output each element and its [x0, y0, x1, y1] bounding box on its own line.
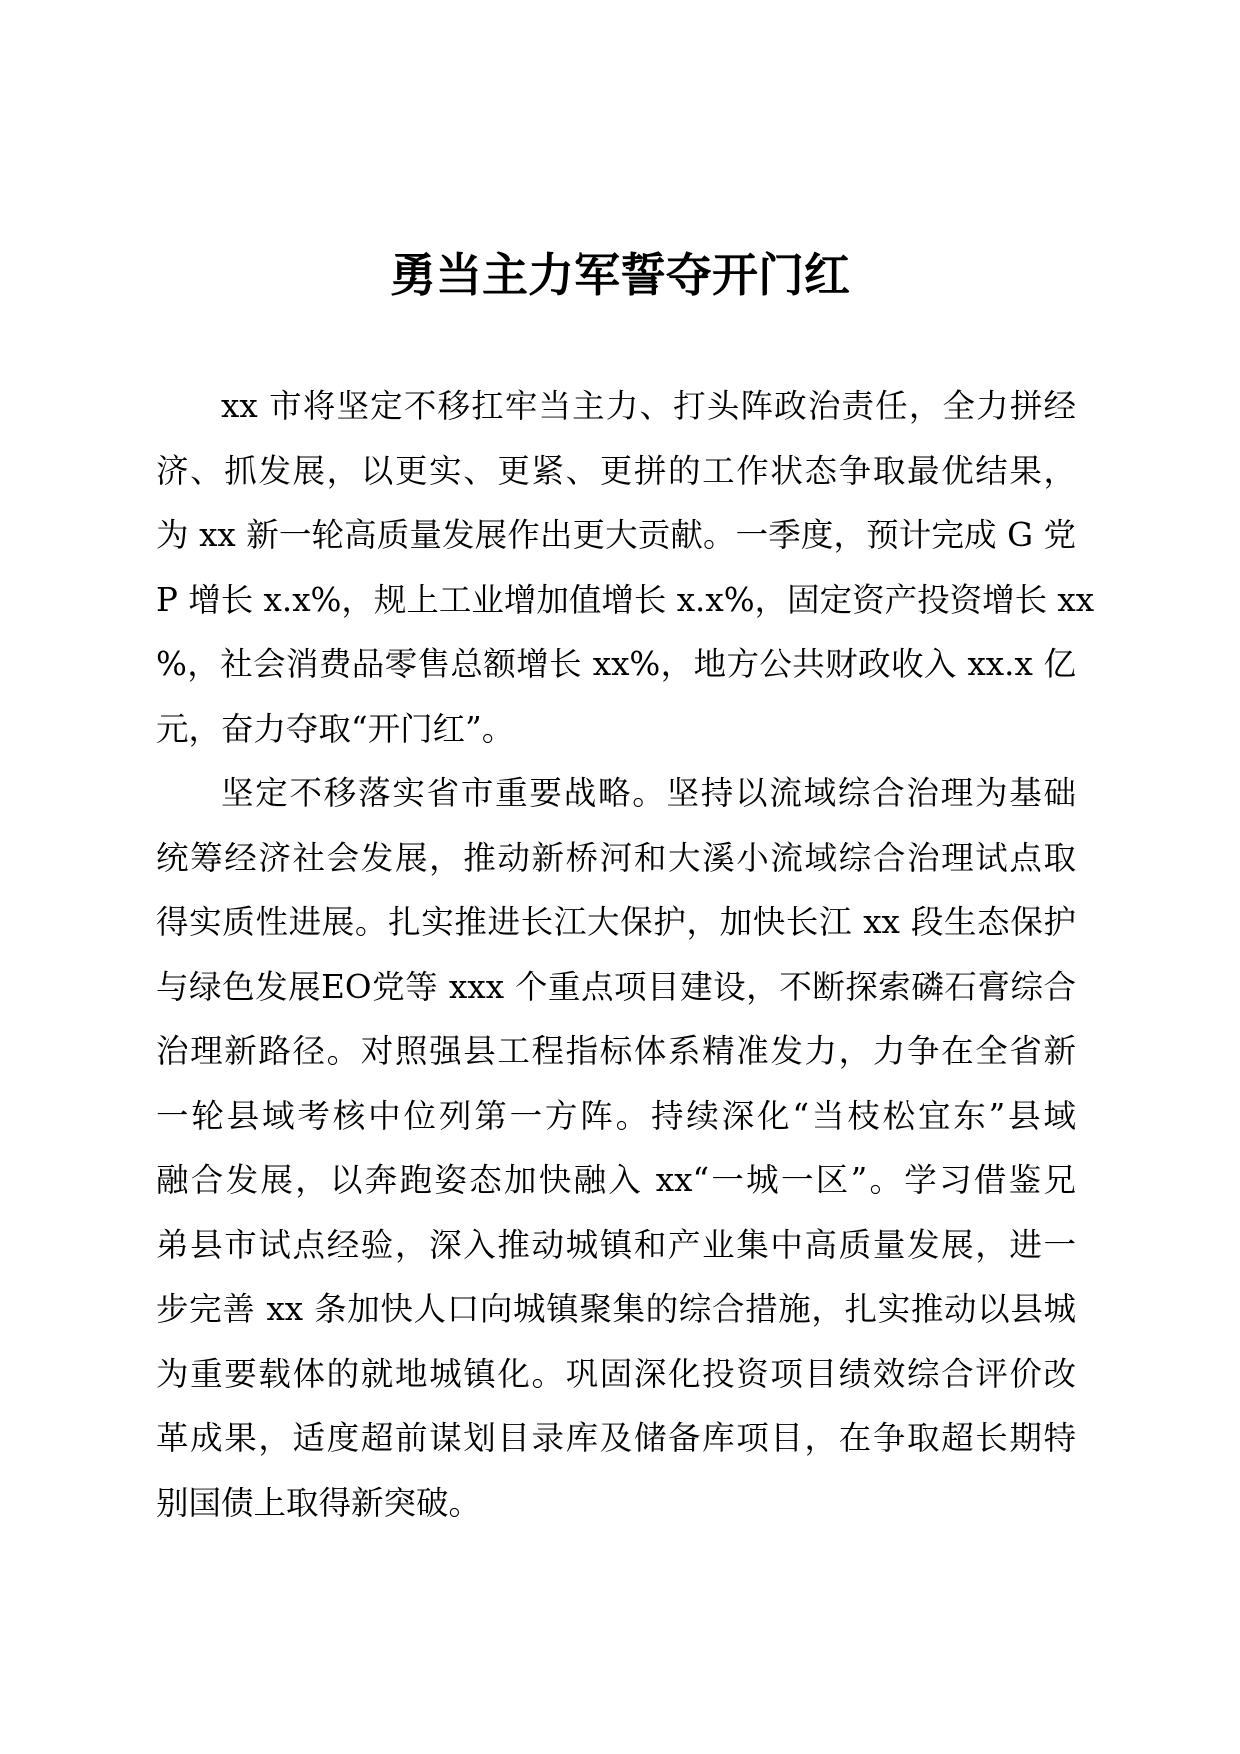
document-title: 勇当主力军誓夺开门红	[390, 248, 850, 302]
paragraph-line: 坚定不移落实省市重要战略。坚持以流域综合治理为基础	[221, 774, 1076, 812]
paragraph-line: 得实质性进展。扎实推进长江大保护，加快长江 xx 段生态保护	[156, 903, 1076, 941]
paragraph-line: 元，奋力夺取“开门红”。	[156, 709, 515, 748]
paragraph-line: 治理新路径。对照强县工程指标体系精准发力，力争在全省新	[156, 1032, 1076, 1070]
paragraph-line: 革成果，适度超前谋划目录库及储备库项目，在争取超长期特	[156, 1419, 1076, 1457]
paragraph-line: 济、抓发展，以更实、更紧、更拼的工作状态争取最优结果，	[156, 451, 1076, 490]
paragraph-line: 一轮县域考核中位列第一方阵。持续深化“当枝松宜东”县域	[156, 1096, 1076, 1135]
document-body	[156, 374, 1095, 1535]
paragraph-line: xx 市将坚定不移扛牢当主力、打头阵政治责任，全力拼经	[221, 387, 1076, 425]
paragraph-line: 与绿色发展EO党等 xxx 个重点项目建设，不断探索磷石膏综合	[156, 967, 1076, 1006]
paragraph-2	[156, 761, 1076, 1535]
paragraph-line: 融合发展，以奔跑姿态加快融入 xx“一城一区”。学习借鉴兄	[156, 1161, 1076, 1199]
paragraph-line: 为重要载体的就地城镇化。巩固深化投资项目绩效综合评价改	[156, 1354, 1076, 1393]
paragraph-line: 步完善 xx 条加快人口向城镇聚集的综合措施，扎实推动以县城	[156, 1290, 1076, 1328]
paragraph-line: P 增长 x.x%，规上工业增加值增长 x.x%，固定资产投资增长 xx	[156, 580, 1095, 619]
paragraph-line: 别国债上取得新突破。	[156, 1483, 482, 1522]
paragraph-line: 统筹经济社会发展，推动新桥河和大溪小流域综合治理试点取	[156, 838, 1076, 877]
paragraph-1	[156, 374, 1095, 761]
paragraph-line: 弟县市试点经验，深入推动城镇和产业集中高质量发展，进一	[156, 1225, 1076, 1264]
paragraph-line: 为 xx 新一轮高质量发展作出更大贡献。一季度，预计完成 G 党	[156, 516, 1076, 554]
paragraph-line: %，社会消费品零售总额增长 xx%，地方公共财政收入 xx.x 亿	[156, 645, 1076, 683]
